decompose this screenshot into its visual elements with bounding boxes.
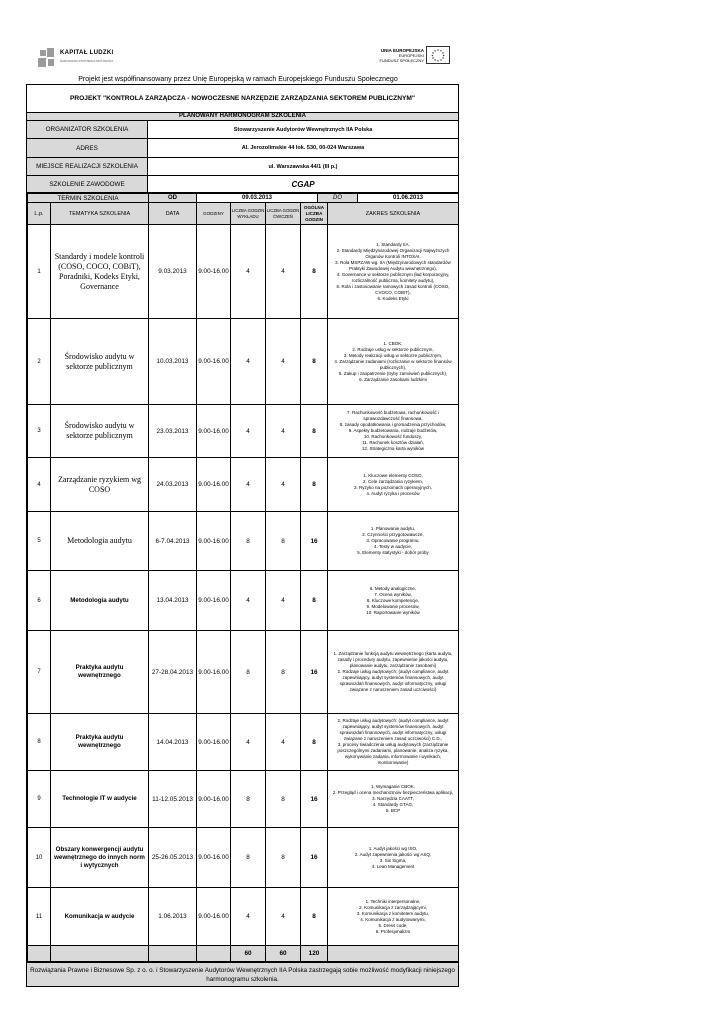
row-date: 14.04.2013 [149,714,197,771]
table-row [28,405,459,458]
table-row [28,631,459,714]
row-date: 1.06.2013 [149,888,197,946]
term-to-value: 01.06.2013 [358,194,459,203]
row-exercise-hours: 4 [266,571,301,631]
col-total: OGÓLNA LICZBA GODZIN [301,203,328,225]
row-hours: 9.00-16.00 [197,458,231,512]
row-date: 10.03.2013 [149,319,197,405]
totals-empty-cell [28,946,51,962]
row-topic: Praktyka audytu wewnętrznego [51,631,149,714]
info-label: MIEJSCE REALIZACJI SZKOLENIA [27,158,148,175]
row-exercise-hours: 4 [266,714,301,771]
info-value: ul. Warszawska 44/1 (III p.) [268,163,338,170]
table-row [28,771,459,828]
row-scope: 6. Metody analogiczne, 7. Ocena wyników, 8. Kluczowe kompetencje, 9. Modelowanie procesów, 10. Raportowanie wyników [328,571,459,631]
row-topic: Metodologia audytu [51,512,149,571]
footer-note: Rozwiązania Prawne i Biznesowe Sp. z o. o. i Stowarzyszenie Audytorów Wewnętrznych IIA Polska zastrzegają sobie możliwość modyfikacji niniejszego harmonogramu szkolenia. [27,962,458,986]
table-row [28,512,459,571]
project-title-row [27,85,458,113]
term-from-value: 09.03.2013 [197,194,318,203]
row-total-hours: 8 [301,225,328,319]
row-lp: 1 [28,225,51,319]
info-label: ADRES [27,139,148,157]
row-exercise-hours: 8 [266,771,301,828]
funding-note: Projekt jest współfinansowany przez Unię Europejską w ramach Europejskiego Funduszu Społecznego [78,76,398,83]
row-exercise-hours: 8 [266,631,301,714]
row-date: 13.04.2013 [149,571,197,631]
totals-empty-cell [51,946,149,962]
kapital-ludzki-logo [38,48,130,68]
totals-empty-cell [328,946,459,962]
row-lp: 5 [28,512,51,571]
row-scope: 1. Audyt jakości wg ISO, 2. Audyt zapewnienia jakości wg ASQ, 3. Six Sigma, 4. Lean Management [328,828,459,888]
row-lp: 8 [28,714,51,771]
row-scope: 1. Standardy IIA, 2. Standardy Międzynarodowej Organizacji Najwyższych Organów Kontroli INTOSAI, 3. Rola MSPZAW wg. IIA (Międzynarodowych standardów Praktyki Zawodowej Audytu wewnętrznego), 4. Governance w sektorze publicznym (ład korporacyjny, rozliczalność publiczna, komitety audytu), 5. Rola i zastosowanie ramowych zasad kontroli (COSO, CVOCO, COBIT), 6. Kodeks Etyki [328,225,459,319]
row-scope: 1. CBOK, 2. Rodzaje usług w sektorze publicznym, 3. Metody realizacji usług w sektorze publicznym, 4. Zarządzanie zadaniami (rozliczanie w sektorze finansów publicznych), 5. Zakup i zaopatrzenie (tryby zamówień publicznych), 6. Zarządzanie zasobami ludzkimi [328,319,459,405]
info-row-training [27,176,458,193]
row-hours: 9.00-16.00 [197,771,231,828]
info-row-venue [27,158,458,176]
logo-name: KAPITAŁ LUDZKI [60,50,114,56]
row-hours: 9.00-16.00 [197,714,231,771]
col-topic: TEMATYKA SZKOLENIA [51,203,149,225]
eu-logo [360,46,450,68]
eu-logo-text [380,48,424,63]
col-hours: GODZINY [197,203,231,225]
row-lp: 4 [28,458,51,512]
logo-subtitle: NARODOWA STRATEGIA SPÓJNOŚCI [60,59,114,63]
row-exercise-hours: 4 [266,458,301,512]
row-topic: Zarządzanie ryzykiem wg COSO [51,458,149,512]
row-hours: 9.00-16.00 [197,512,231,571]
totals-empty-cell [149,946,197,962]
row-topic: Praktyka audytu wewnętrznego [51,714,149,771]
row-total-hours: 16 [301,771,328,828]
row-lp: 9 [28,771,51,828]
term-from-label: OD [149,194,197,203]
project-title: PROJEKT "KONTROLA ZARZĄDCZA - NOWOCZESNE NARZĘDZIE ZARZĄDZANIA SEKTOREM PUBLICZNYM" [70,95,415,102]
row-topic: Standardy i modele kontroli (COSO, COCO, COBiT), Poradniki, Kodeks Etyki, Governance [51,225,149,319]
info-value: CGAP [291,179,315,189]
table-row [28,828,459,888]
row-topic: Środowisko audytu w sektorze publicznym [51,319,149,405]
col-lecture: LICZBA GODZIN WYKŁADU [231,203,266,225]
row-lecture-hours: 4 [231,714,266,771]
row-hours: 9.00-16.00 [197,225,231,319]
total-exercise: 60 [266,946,301,962]
row-date: 11-12.05.2013 [149,771,197,828]
col-lp: L.p. [28,203,51,225]
row-hours: 9.00-16.00 [197,631,231,714]
row-scope: 1. Kluczowe elementy COSO, 2. Cele zarządzania ryzykiem, 3. Ryzyko na poziomach operacyjnych, 4. Audyt ryzyka i procesów [328,458,459,512]
schedule-table [27,202,459,962]
row-total-hours: 8 [301,571,328,631]
row-total-hours: 16 [301,828,328,888]
row-exercise-hours: 4 [266,888,301,946]
row-lp: 2 [28,319,51,405]
row-lecture-hours: 8 [231,631,266,714]
row-hours: 9.00-16.00 [197,888,231,946]
row-topic: Technologie IT w audycie [51,771,149,828]
row-lp: 3 [28,405,51,458]
totals-row [28,946,459,962]
schedule-sheet [26,84,459,987]
info-label: ORGANIZATOR SZKOLENIA [27,121,148,138]
info-label: SZKOLENIE ZAWODOWE [27,176,148,192]
eu-flag-icon [426,46,450,64]
eu-logo-line2: EUROPEJSKI [398,53,424,58]
totals-empty-cell [197,946,231,962]
eu-logo-line1: UNIA EUROPEJSKA [380,48,424,53]
row-hours: 9.00-16.00 [197,405,231,458]
row-topic: Metodologia audytu [51,571,149,631]
row-exercise-hours: 4 [266,405,301,458]
col-date: DATA [149,203,197,225]
row-date: 24.03.2013 [149,458,197,512]
term-to-label: DO [318,194,358,203]
table-header-row [28,203,459,225]
row-scope: 1. Techniki interpersonalne, 2. Komunikacja z zarządzającymi, 3. Komunikacja z komitetem audytu, 4. Komunikacja z audytowanymi, 5. Dress code, 6. Profesjonalizm [328,888,459,946]
row-lp: 10 [28,828,51,888]
kapital-ludzki-mark-icon [38,48,56,68]
table-row [28,319,459,405]
row-lecture-hours: 4 [231,319,266,405]
row-scope: 1. Planowanie audytu, 2. Czynności przygotowawcze, 3. Opracowanie programu, 4. Testy w audycie, 5. Elementy statystyki - dobór próby [328,512,459,571]
table-row [28,714,459,771]
row-total-hours: 8 [301,458,328,512]
row-total-hours: 8 [301,714,328,771]
row-scope: 7. Rachunkowość budżetowa, rachunkowość i sprawozdawczość finansowa, 8. zasady opodatkowania i gromadzenia przychodów, 9. Aspekty budżetowania, rodzaje budżetów, 10. Rachunkowość funduszy, 11. Rachunek kosztów działań, 12. Strategiczna karta wyników [328,405,459,458]
row-lecture-hours: 4 [231,405,266,458]
table-row [28,888,459,946]
row-scope: 1. Zarządzanie funkcją audytu wewnętrznego (karta audytu, zasady i procedury audytu, zapewnienie jakości audytu, planowanie audytu, zarządzanie zasobami) 2. Rodzaje usług audytowych: (audyt compliance, audyt zapewniający, audyt systemów finansowych, audyt sprawozdań finansowych, audyt informatyczny, usługi związane z naruszeniem zasad uczciwości) [328,631,459,714]
row-lp: 11 [28,888,51,946]
row-date: 25-26.05.2013 [149,828,197,888]
row-date: 6-7.04.2013 [149,512,197,571]
row-date: 27-28.04.2013 [149,631,197,714]
row-topic: Środowisko audytu w sektorze publicznym [51,405,149,458]
row-lecture-hours: 8 [231,512,266,571]
row-hours: 9.00-16.00 [197,828,231,888]
row-date: 9.03.2013 [149,225,197,319]
table-row [28,225,459,319]
row-lp: 6 [28,571,51,631]
info-row-organizer [27,121,458,139]
info-value: Stowarzyszenie Audytorów Wewnętrznych IIA Polska [233,126,373,133]
row-lp: 7 [28,631,51,714]
row-lecture-hours: 4 [231,225,266,319]
info-value: Al. Jerozolimskie 44 lok. 530, 00-024 Warszawa [241,145,365,151]
total-hours: 120 [301,946,328,962]
row-topic: Obszary konwergencji audytu wewnętrznego do innych norm i wytycznych [51,828,149,888]
table-row [28,571,459,631]
table-row [28,458,459,512]
total-lecture: 60 [231,946,266,962]
row-exercise-hours: 4 [266,225,301,319]
col-scope: ZAKRES SZKOLENIA [328,203,459,225]
row-exercise-hours: 8 [266,828,301,888]
row-total-hours: 16 [301,512,328,571]
row-scope: 2. Rodzaje usług audytowych: (audyt compliance, audyt zapewniający, audyt systemów finansowych, audyt sprawozdań finansowych, audyt informatyczny, usługi związane z naruszeniem zasad uczciwości) C.D., 3. procesy świadczenia usług audytowych (zarządzanie poszczególnymi zadaniami, planowanie, analiza ryzyka, wykonywanie zadania, informowanie i wynikach, monitorowanie) [328,714,459,771]
row-exercise-hours: 8 [266,512,301,571]
row-hours: 9.00-16.00 [197,571,231,631]
row-total-hours: 8 [301,319,328,405]
row-hours: 9.00-16.00 [197,319,231,405]
eu-logo-line3: FUNDUSZ SPOŁECZNY [379,58,424,63]
row-topic: Komunikacja w audycie [51,888,149,946]
plan-title: PLANOWANY HARMONOGRAM SZKOLENIA [27,113,458,121]
row-lecture-hours: 4 [231,571,266,631]
row-scope: 1. Wymaganie CBOK, 2. Przegląd i ocena mechanizmów bezpieczeństwa aplikacji, 3. Narzędzia CAATT, 4. Standardy GTAG, 5. BCP [328,771,459,828]
row-total-hours: 8 [301,888,328,946]
row-exercise-hours: 4 [266,319,301,405]
row-total-hours: 8 [301,405,328,458]
term-label: TERMIN SZKOLENIA [28,194,149,203]
row-lecture-hours: 4 [231,888,266,946]
row-lecture-hours: 8 [231,828,266,888]
col-exercise: LICZBA GODZIN ĆWICZEŃ [266,203,301,225]
info-row-address [27,139,458,158]
row-total-hours: 16 [301,631,328,714]
row-lecture-hours: 8 [231,771,266,828]
row-date: 23.03.2013 [149,405,197,458]
row-lecture-hours: 4 [231,458,266,512]
